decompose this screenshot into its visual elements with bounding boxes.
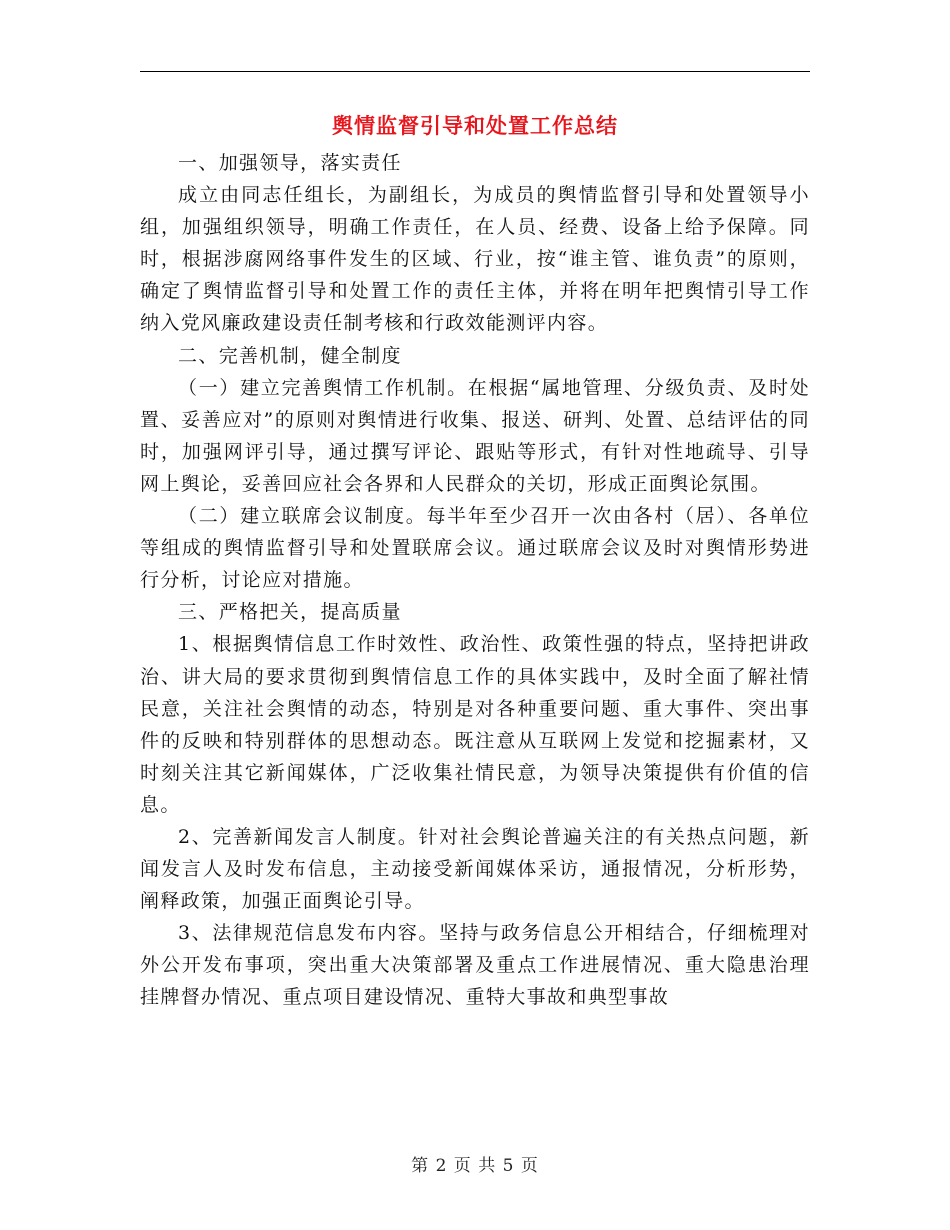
section-heading-2: 二、完善机制，健全制度: [178, 344, 402, 367]
paragraph-leadership: 成立由同志任组长，为副组长，为成员的舆情监督引导和处置领导小组，加强组织领导，明确工作责任，在人员、经费、设备上给予保障。同时，根据涉腐网络事件发生的区域、行业，按“谁主管、谁负责”的原则，确定了舆情监督引导和处置工作的责任主体，并将在明年把舆情引导工作纳入党风廉政建设责任制考核和行政效能测评内容。: [140, 184, 810, 335]
document-body: [140, 147, 810, 1014]
header-rule: [140, 71, 810, 72]
page-number-footer: 第 2 页 共 5 页: [411, 1156, 539, 1176]
document-title: 舆情监督引导和处置工作总结: [332, 114, 618, 138]
paragraph-mechanism: （一）建立完善舆情工作机制。在根据“属地管理、分级负责、及时处置、妥善应对”的原则对舆情进行收集、报送、研判、处置、总结评估的同时，加强网评引导，通过撰写评论、跟贴等形式，有针对性地疏导、引导网上舆论，妥善回应社会各界和人民群众的关切，形成正面舆论氛围。: [140, 376, 810, 495]
paragraph-item-3: 3、法律规范信息发布内容。坚持与政务信息公开相结合，仔细梳理对外公开发布事项，突出重大决策部署及重点工作进展情况、重大隐患治理挂牌督办情况、重点项目建设情况、重特大事故和典型事故: [140, 922, 810, 1009]
paragraph-item-1: 1、根据舆情信息工作时效性、政治性、政策性强的特点，坚持把讲政治、讲大局的要求贯彻到舆情信息工作的具体实践中，及时全面了解社情民意，关注社会舆情的动态，特别是对各种重要问题、重大事件、突出事件的反映和特别群体的思想动态。既注意从互联网上发觉和挖掘素材，又时刻关注其它新闻媒体，广泛收集社情民意，为领导决策提供有价值的信息。: [140, 633, 810, 816]
paragraph-joint-meeting: （二）建立联席会议制度。每半年至少召开一次由各村（居）、各单位等组成的舆情监督引导和处置联席会议。通过联席会议及时对舆情形势进行分析，讨论应对措施。: [140, 505, 810, 592]
paragraph-item-2: 2、完善新闻发言人制度。针对社会舆论普遍关注的有关热点问题，新闻发言人及时发布信息，主动接受新闻媒体采访，通报情况，分析形势，阐释政策，加强正面舆论引导。: [140, 825, 810, 913]
section-heading-1: 一、加强领导，落实责任: [178, 152, 402, 174]
section-heading-3: 三、严格把关，提高质量: [178, 601, 402, 624]
